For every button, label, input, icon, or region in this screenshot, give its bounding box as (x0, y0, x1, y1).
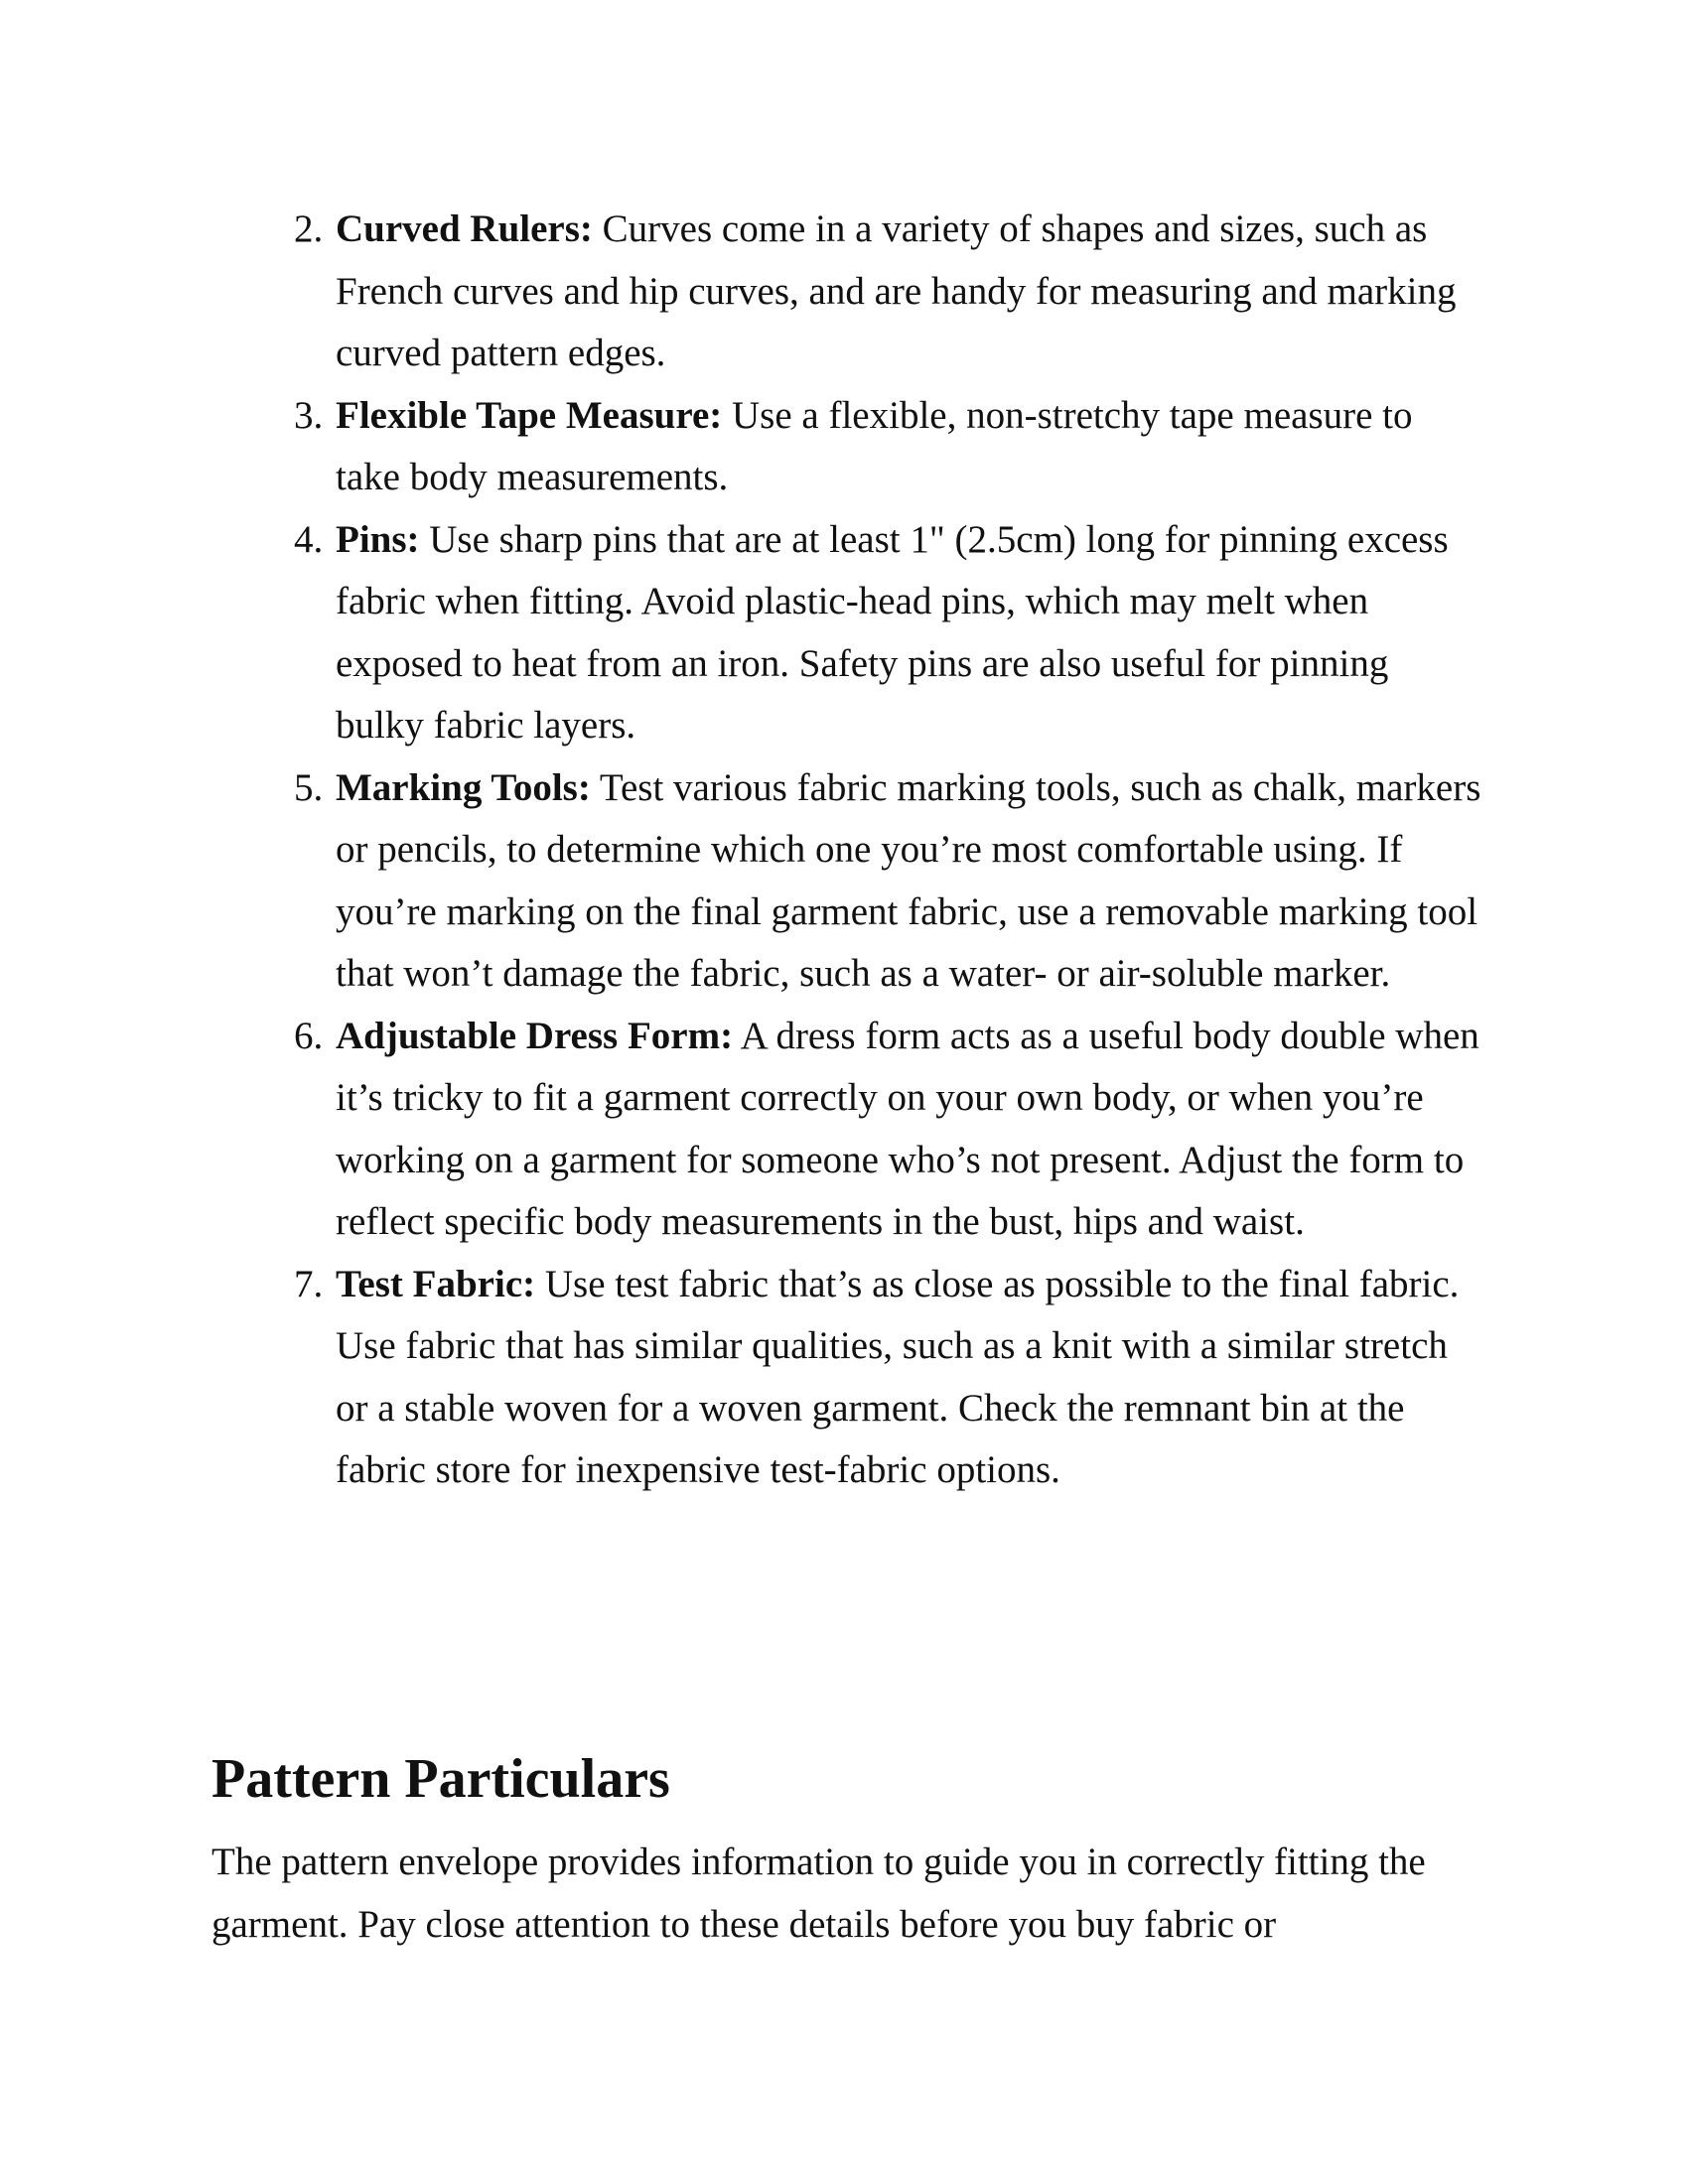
list-item (294, 509, 1485, 757)
tool-list (294, 199, 1485, 1502)
section-heading: Pattern Particulars (211, 1748, 670, 1810)
list-item-description: Use sharp pins that are at least 1" (2.5cm) long for pinning excess fabric when fitting. Avoid plastic-head pins, which may melt when exposed to heat from an iron. Safety pins are also useful for pinning bulky fabric layers. (336, 517, 1449, 747)
list-item-description: Test various fabric marking tools, such as chalk, markers or pencils, to determine which one you’re most comfortable using. If you’re marking on the final garment fabric, use a removable marking tool that won’t damage the fabric, such as a water- or air-soluble marker. (336, 765, 1481, 995)
list-item-description: Use a flexible, non-stretchy tape measure to take body measurements. (336, 393, 1413, 498)
list-item-description: Use test fabric that’s as close as possible to the final fabric. Use fabric that has similar qualities, such as a knit with a similar stretch or a stable woven for a woven garment. Check the remnant bin at the fabric store for inexpensive test-fabric options. (336, 1262, 1460, 1491)
list-item (294, 1006, 1485, 1254)
section-paragraph: The pattern envelope provides information to guide you in correctly fitting the garment. Pay close attention to these details before you buy fabric or (211, 1841, 1426, 1946)
list-item (294, 385, 1485, 509)
list-item-term: Adjustable Dress Form: (336, 1014, 734, 1057)
list-item (294, 1254, 1485, 1502)
list-item-number: 5. (294, 765, 324, 809)
list-item-term: Marking Tools: (336, 765, 591, 809)
list-item-term: Pins: (336, 517, 420, 561)
list-item-term: Curved Rulers: (336, 207, 593, 250)
list-item-number: 4. (294, 517, 324, 561)
list-item-number: 3. (294, 393, 324, 437)
list-item-description: A dress form acts as a useful body double when it’s tricky to fit a garment correctly on your own body, or when you’re working on a garment for someone who’s not present. Adjust the form to reflect specific body measurements in the bust, hips and waist. (336, 1014, 1479, 1243)
list-item-description: Curves come in a variety of shapes and sizes, such as French curves and hip curves, and are handy for measuring and marking curved pattern edges. (336, 207, 1457, 374)
list-item-term: Test Fabric: (336, 1262, 536, 1305)
list-item (294, 757, 1485, 1006)
list-item-number: 7. (294, 1262, 324, 1305)
list-item (294, 199, 1485, 385)
list-item-number: 6. (294, 1014, 324, 1057)
list-item-term: Flexible Tape Measure: (336, 393, 723, 437)
list-item-number: 2. (294, 207, 324, 250)
